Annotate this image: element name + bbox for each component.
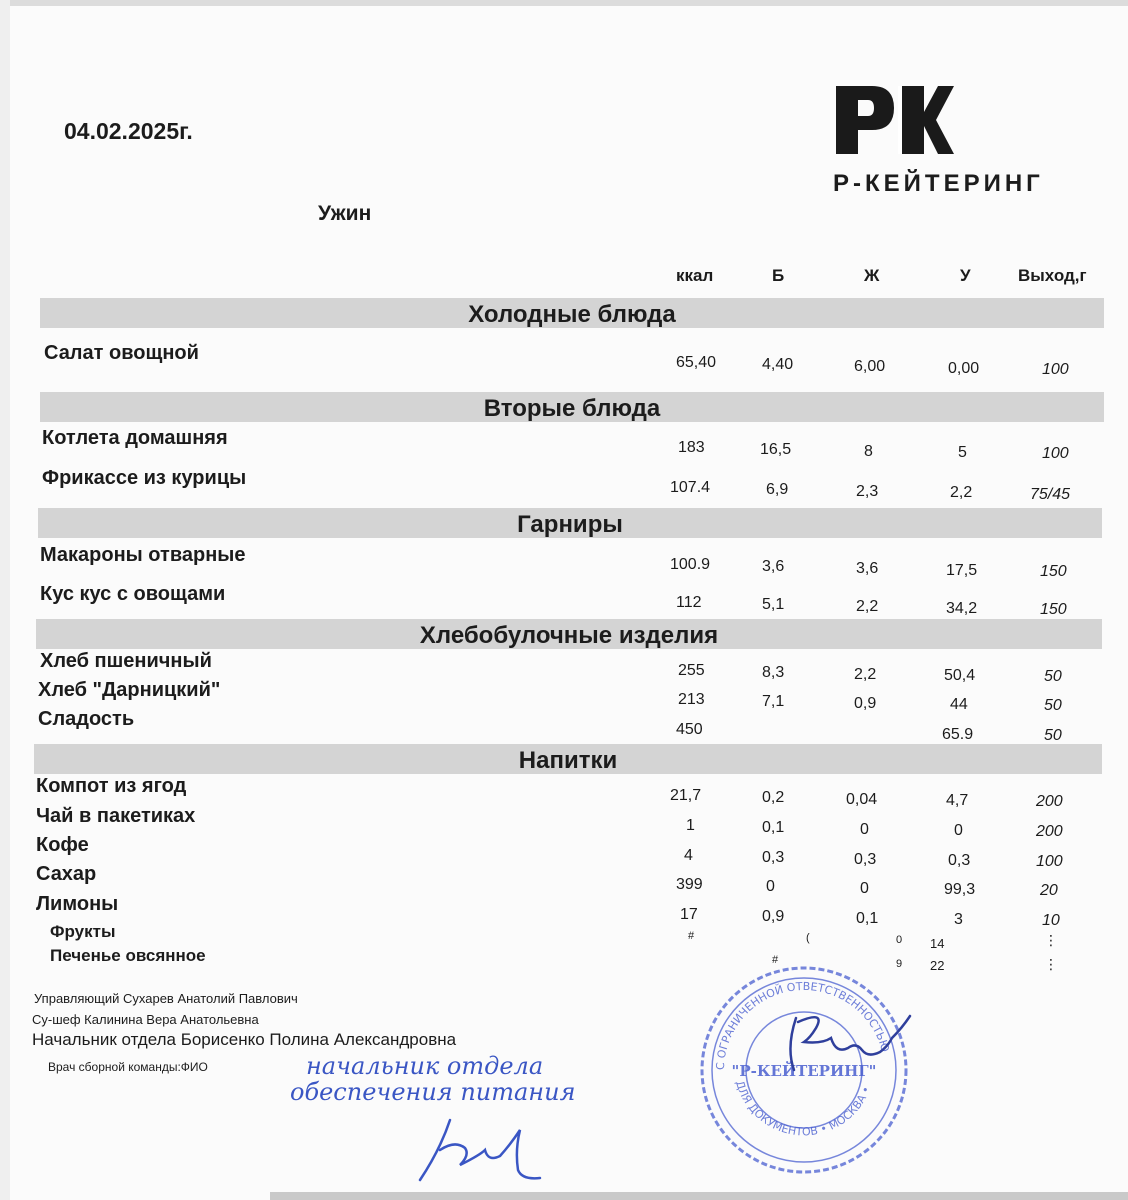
menu-item-carbs: 5 — [958, 444, 967, 461]
menu-item-yield: 50 — [1044, 697, 1062, 714]
menu-item-protein: 8,3 — [762, 664, 785, 681]
menu-item-name: Макароны отварные — [40, 544, 246, 566]
menu-item-fat: 9 — [896, 958, 903, 970]
menu-item-fat: 2,2 — [856, 598, 879, 615]
menu-item-name: Сладость — [38, 708, 135, 730]
footer-department-head: Начальник отдела Борисенко Полина Александровна — [32, 1030, 457, 1049]
menu-item-name: Сахар — [36, 863, 97, 885]
menu-item-yield: 75/45 — [1030, 486, 1071, 503]
menu-item-carbs: 3 — [954, 911, 963, 928]
menu-item-carbs: 14 — [930, 936, 945, 951]
menu-item-fat: 0,1 — [856, 910, 879, 927]
document-date: 04.02.2025г. — [64, 118, 193, 144]
menu-item-fat: 0,9 — [854, 695, 877, 712]
column-header-protein: Б — [772, 266, 785, 285]
menu-item-kcal: 399 — [676, 876, 703, 893]
menu-item-kcal: 183 — [678, 439, 705, 456]
stamp-center-text: "Р-КЕЙТЕРИНГ" — [731, 1062, 877, 1080]
menu-item-fat: 0 — [896, 934, 903, 946]
menu-item-yield: 200 — [1036, 793, 1063, 810]
section-title: Гарниры — [517, 511, 623, 538]
menu-item-name: Хлеб "Дарницкий" — [38, 679, 221, 701]
menu-item-yield: 200 — [1036, 823, 1063, 840]
menu-item-carbs: 65.9 — [942, 726, 974, 743]
menu-item-yield: 150 — [1040, 563, 1067, 580]
menu-item-carbs: 17,5 — [946, 562, 978, 579]
menu-item-protein: 4,40 — [762, 356, 794, 373]
menu-item-name: Хлеб пшеничный — [40, 650, 212, 672]
menu-item-name: Фрикассе из курицы — [42, 467, 247, 489]
menu-item-name: Кус кус с овощами — [40, 583, 226, 605]
menu-item-protein: 0,2 — [762, 789, 785, 806]
menu-item-protein: 7,1 — [762, 693, 785, 710]
menu-item-kcal: 21,7 — [670, 787, 702, 804]
menu-item-kcal: 17 — [680, 906, 698, 923]
menu-item-fat: 6,00 — [854, 358, 886, 375]
menu-item-protein: 16,5 — [760, 441, 792, 458]
menu-item-name: Фрукты — [50, 922, 116, 941]
menu-item-protein: 3,6 — [762, 558, 785, 575]
menu-item-kcal: 213 — [678, 691, 705, 708]
menu-item-yield: 50 — [1044, 727, 1062, 744]
menu-item-protein: 6,9 — [766, 481, 789, 498]
section-title: Холодные блюда — [468, 301, 676, 328]
menu-item-kcal: 4 — [684, 847, 693, 864]
menu-item-yield: ⋮ — [1044, 956, 1058, 972]
column-header-kcal: ккал — [676, 266, 714, 285]
column-header-yield: Выход,г — [1018, 266, 1087, 285]
menu-item-name: Лимоны — [36, 893, 119, 915]
menu-item-name: Компот из ягод — [36, 775, 187, 797]
section-title: Хлебобулочные изделия — [419, 622, 719, 649]
menu-item-name: Кофе — [36, 834, 89, 856]
column-header-carbs: У — [960, 266, 971, 285]
menu-item-fat: 0 — [860, 821, 869, 838]
menu-item-fat: 3,6 — [856, 560, 879, 577]
section-band-drinks — [34, 744, 1102, 774]
menu-item-kcal: 65,40 — [676, 354, 717, 371]
stamp-ring-top: С ОГРАНИЧЕННОЙ ОТВЕТСТВЕННОСТЬЮ — [713, 979, 892, 1071]
menu-item-protein: # — [772, 954, 779, 966]
menu-item-carbs: 4,7 — [946, 792, 969, 809]
menu-item-fat: 0,04 — [846, 791, 878, 808]
menu-item-fat: 2,2 — [854, 666, 877, 683]
signature-icon — [410, 1110, 560, 1190]
menu-item-carbs: 50,4 — [944, 667, 976, 684]
menu-item-carbs: 44 — [950, 696, 968, 713]
menu-item-protein: 0,1 — [762, 819, 785, 836]
menu-item-yield: 20 — [1040, 882, 1058, 899]
svg-text:ДЛЯ ДОКУМЕНТОВ • МОСКВА • — [733, 1079, 873, 1138]
paper-edge-left — [0, 0, 10, 1200]
menu-item-protein: ( — [806, 932, 810, 944]
menu-item-name: Печенье овсянное — [50, 946, 206, 965]
menu-item-fat: 8 — [864, 443, 873, 460]
menu-item-protein: 5,1 — [762, 596, 785, 613]
handwritten-position-line1: начальник отдела — [306, 1052, 544, 1080]
footer-manager: Управляющий Сухарев Анатолий Павлович — [34, 991, 298, 1006]
company-logo-icon — [832, 82, 956, 158]
section-band-sides — [38, 508, 1102, 538]
menu-item-name: Чай в пакетиках — [36, 805, 196, 827]
menu-item-yield: 100 — [1042, 361, 1069, 378]
column-header-fat: Ж — [864, 266, 880, 285]
menu-item-protein: 0 — [766, 878, 775, 895]
menu-item-fat: 2,3 — [856, 483, 879, 500]
meal-title: Ужин — [318, 202, 372, 225]
menu-item-kcal: 1 — [686, 817, 695, 834]
menu-item-carbs: 22 — [930, 958, 945, 973]
menu-item-kcal: 450 — [676, 721, 703, 738]
menu-item-carbs: 99,3 — [944, 881, 976, 898]
section-band-bakery — [36, 619, 1102, 649]
menu-item-protein: 0,3 — [762, 849, 785, 866]
menu-item-carbs: 0 — [954, 822, 963, 839]
menu-item-name: Котлета домашняя — [42, 427, 228, 449]
menu-item-yield: 100 — [1042, 445, 1069, 462]
menu-item-yield: 150 — [1040, 601, 1067, 618]
menu-item-carbs: 0,00 — [948, 360, 980, 377]
menu-item-kcal: 255 — [678, 662, 705, 679]
menu-item-yield: 10 — [1042, 912, 1060, 929]
menu-item-fat: 0 — [860, 880, 869, 897]
menu-item-carbs: 0,3 — [948, 852, 971, 869]
stamp-ring-bottom: ДЛЯ ДОКУМЕНТОВ • МОСКВА • — [732, 1079, 874, 1139]
section-band-cold — [40, 298, 1104, 328]
director-signature-icon — [776, 1008, 926, 1078]
menu-item-carbs: 2,2 — [950, 484, 973, 501]
menu-item-kcal: # — [688, 930, 695, 942]
menu-item-yield: 100 — [1036, 853, 1063, 870]
menu-item-kcal: 112 — [676, 594, 702, 611]
company-name: Р-КЕЙТЕРИНГ — [833, 170, 1044, 197]
paper-edge-bottom — [270, 1192, 1128, 1200]
footer-sous-chef: Су-шеф Калинина Вера Анатольевна — [32, 1012, 259, 1027]
section-title: Вторые блюда — [483, 395, 661, 422]
menu-item-kcal: 107.4 — [670, 479, 711, 496]
menu-item-yield: 50 — [1044, 668, 1062, 685]
section-band-mains — [40, 392, 1104, 422]
handwritten-position-line2: обеспечения питания — [290, 1078, 576, 1106]
paper-edge-top — [0, 0, 1128, 6]
menu-item-fat: 0,3 — [854, 851, 877, 868]
footer-doctor: Врач сборной команды:ФИО — [48, 1060, 208, 1074]
menu-item-yield: ⋮ — [1044, 932, 1058, 948]
section-title: Напитки — [518, 747, 618, 774]
menu-item-carbs: 34,2 — [946, 600, 978, 617]
menu-item-name: Салат овощной — [44, 342, 199, 364]
menu-item-protein: 0,9 — [762, 908, 785, 925]
menu-item-kcal: 100.9 — [670, 556, 711, 573]
